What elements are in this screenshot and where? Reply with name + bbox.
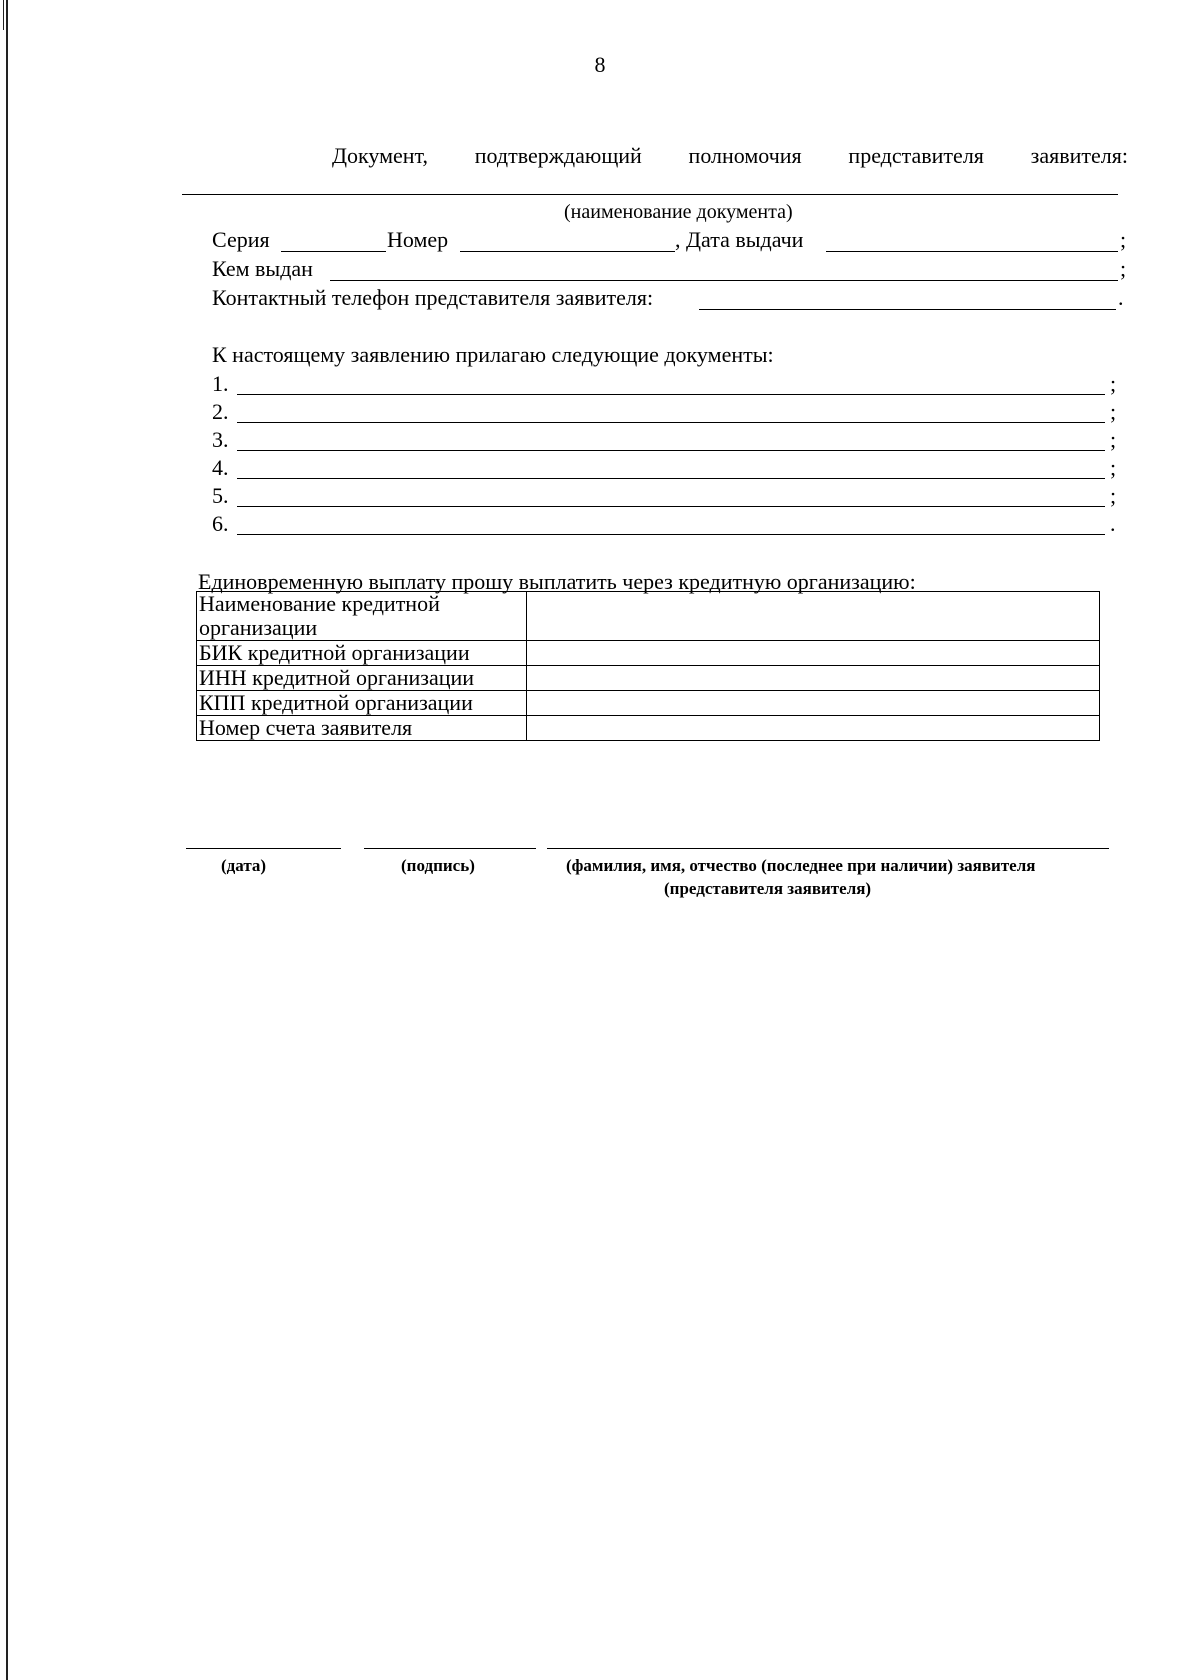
- representative-caption: (представителя заявителя): [664, 879, 872, 898]
- payment-intro: Единовременную выплату прошу выплатить через кредитную организацию:: [198, 569, 916, 594]
- date-caption: (дата): [221, 856, 267, 875]
- signature-field[interactable]: [364, 848, 536, 849]
- phone-field[interactable]: [699, 309, 1116, 310]
- attachment-number: 3.: [212, 427, 229, 452]
- document-name-field[interactable]: [182, 194, 1118, 195]
- phone-label: Контактный телефон представителя заявителя:: [212, 285, 654, 310]
- phone-row-end: .: [1118, 285, 1124, 310]
- document-name-caption: (наименование документа): [564, 201, 793, 223]
- account-number-label: Номер счета заявителя: [197, 716, 527, 741]
- page-number: 8: [594, 52, 606, 77]
- series-label: Серия: [212, 227, 270, 252]
- attachment-number: 4.: [212, 455, 229, 480]
- table-row: [197, 691, 1100, 716]
- attachment-field[interactable]: [237, 478, 1105, 479]
- attachment-end: ;: [1110, 455, 1117, 480]
- date-signature-field[interactable]: [186, 848, 341, 849]
- heading-word: полномочия: [688, 143, 802, 168]
- series-field[interactable]: [281, 251, 386, 252]
- inn-label: ИНН кредитной организации: [197, 666, 527, 691]
- series-row-end: ;: [1120, 227, 1127, 252]
- heading-word: заявителя:: [1030, 143, 1128, 168]
- attachment-field[interactable]: [237, 534, 1105, 535]
- full-name-field[interactable]: [547, 848, 1109, 849]
- signature-caption: (подпись): [401, 856, 475, 875]
- issue-date-field[interactable]: [826, 251, 1118, 252]
- issued-by-field[interactable]: [330, 280, 1118, 281]
- number-field[interactable]: [460, 251, 675, 252]
- attachment-end: ;: [1110, 399, 1117, 424]
- kpp-value[interactable]: [527, 691, 1100, 716]
- attachment-end: ;: [1110, 427, 1117, 452]
- bik-value[interactable]: [527, 641, 1100, 666]
- heading-word: подтверждающий: [474, 143, 642, 168]
- issue-date-label: , Дата выдачи: [675, 227, 804, 252]
- number-label: Номер: [387, 227, 449, 252]
- issued-by-row-end: ;: [1120, 256, 1127, 281]
- representative-document-heading: [332, 143, 1128, 169]
- attachment-field[interactable]: [237, 450, 1105, 451]
- table-row: [197, 666, 1100, 691]
- inn-value[interactable]: [527, 666, 1100, 691]
- table-row: [197, 716, 1100, 741]
- attachment-end: ;: [1110, 371, 1117, 396]
- attachment-field[interactable]: [237, 394, 1105, 395]
- table-row: [197, 592, 1100, 641]
- heading-word: представителя: [848, 143, 984, 168]
- table-row: [197, 641, 1100, 666]
- attachment-number: 2.: [212, 399, 229, 424]
- scan-edge-line: [6, 0, 8, 1680]
- attachment-field[interactable]: [237, 422, 1105, 423]
- bank-details-table: [196, 591, 1100, 741]
- bank-name-value[interactable]: [527, 592, 1100, 641]
- scan-edge-mark: [3, 0, 4, 30]
- kpp-label: КПП кредитной организации: [197, 691, 527, 716]
- attachment-number: 1.: [212, 371, 229, 396]
- attachments-intro: К настоящему заявлению прилагаю следующие документы:: [212, 342, 774, 367]
- heading-word: Документ,: [332, 143, 429, 168]
- attachment-field[interactable]: [237, 506, 1105, 507]
- attachment-end: ;: [1110, 483, 1117, 508]
- issued-by-label: Кем выдан: [212, 256, 313, 281]
- attachment-number: 5.: [212, 483, 229, 508]
- bik-label: БИК кредитной организации: [197, 641, 527, 666]
- attachment-end: .: [1110, 511, 1116, 536]
- full-name-caption: (фамилия, имя, отчество (последнее при наличии) заявителя: [566, 856, 1036, 875]
- bank-name-label: Наименование кредитной организации: [197, 592, 527, 641]
- attachment-number: 6.: [212, 511, 229, 536]
- account-number-value[interactable]: [527, 716, 1100, 741]
